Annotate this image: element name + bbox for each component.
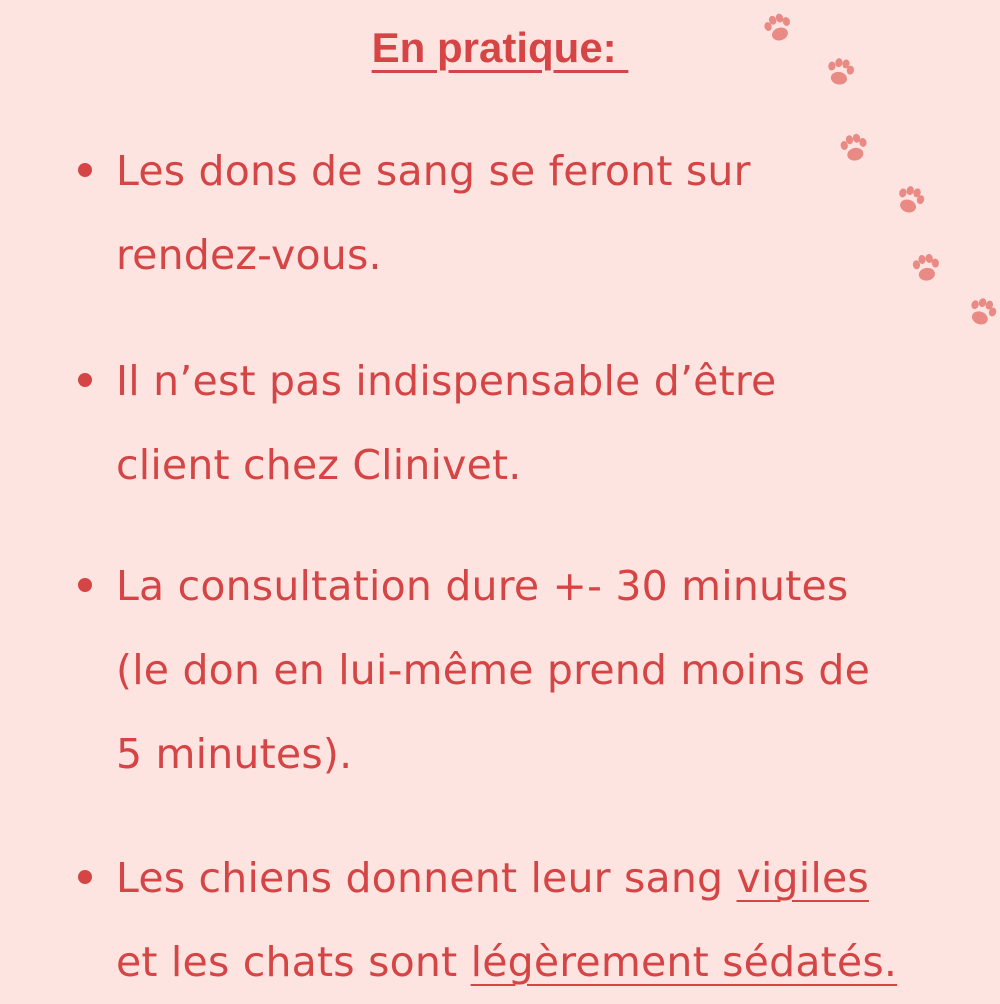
bullet-dot-icon bbox=[78, 870, 92, 884]
list-item-line: rendez-vous. bbox=[116, 231, 382, 279]
list-item-line: Les dons de sang se feront sur bbox=[116, 147, 751, 195]
paw-print-icon bbox=[906, 248, 947, 289]
list-item-sedation bbox=[116, 836, 976, 1004]
bullet-dot-icon bbox=[78, 578, 92, 592]
list-item-line: La consultation dure +- 30 minutes bbox=[116, 562, 849, 610]
list-item-line: client chez Clinivet. bbox=[116, 441, 522, 489]
list-item-client bbox=[116, 339, 976, 507]
list-item-text: Les chiens donnent leur sang bbox=[116, 854, 737, 902]
page-title-text: En pratique: bbox=[371, 24, 629, 71]
paw-print-icon bbox=[833, 127, 876, 170]
list-item-line: (le don en lui-même prend moins de bbox=[116, 646, 871, 694]
list-item-consultation bbox=[116, 544, 976, 796]
list-item-text: et les chats sont bbox=[116, 938, 471, 986]
underlined-phrase: légèrement sédatés. bbox=[470, 938, 898, 986]
list-item-line: Il n’est pas indispensable d’être bbox=[116, 357, 777, 405]
list-item-line: 5 minutes). bbox=[116, 730, 353, 778]
list-item-line bbox=[116, 920, 976, 1004]
bullet-dot-icon bbox=[78, 373, 92, 387]
list-item-line bbox=[116, 836, 976, 920]
bullet-dot-icon bbox=[78, 163, 92, 177]
underlined-word: vigiles bbox=[736, 854, 869, 902]
paw-print-icon bbox=[819, 51, 861, 93]
